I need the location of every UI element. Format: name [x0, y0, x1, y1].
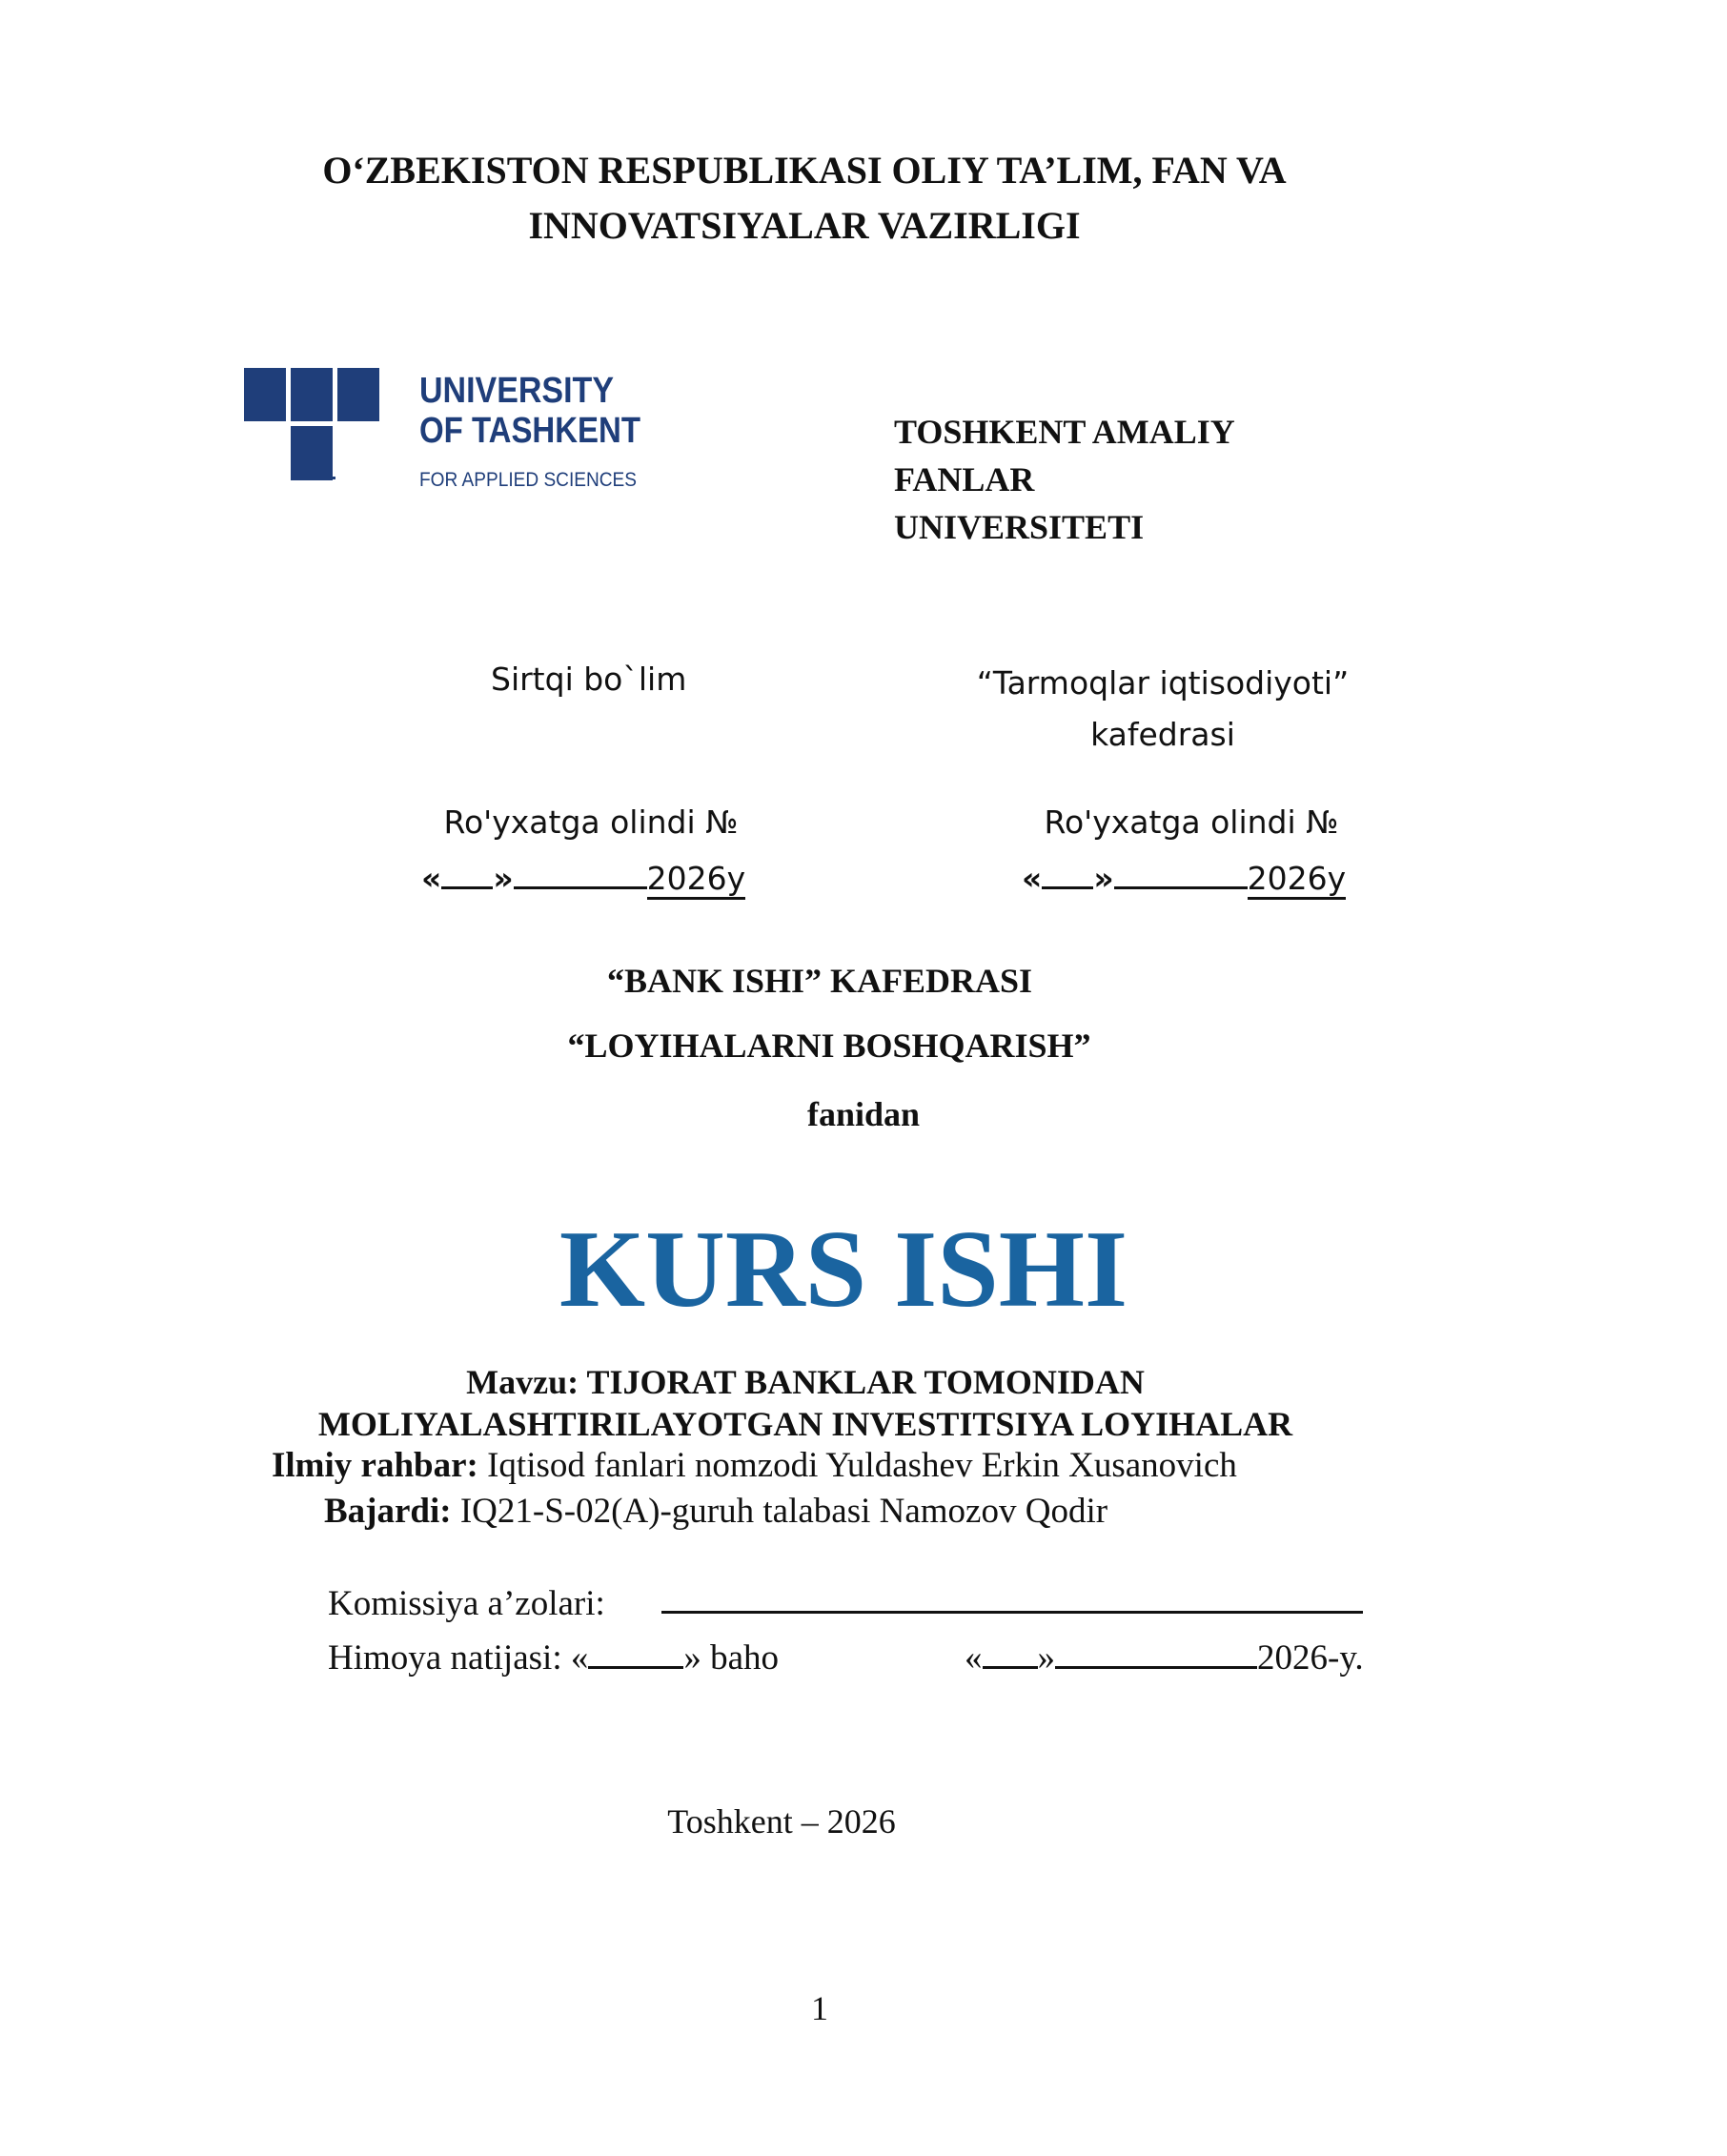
year-left: 2026y	[647, 860, 746, 900]
day-blank-right	[1042, 850, 1093, 889]
topic-text-2: MOLIYALASHTIRILAYOTGAN INVESTITSIYA LOYIHALAR	[317, 1405, 1293, 1443]
defense-date-open: «	[965, 1638, 983, 1678]
department-label: Sirtqi bo`lim	[491, 661, 687, 698]
topic	[0, 1361, 1611, 1445]
commission-blank-line	[661, 1611, 1363, 1614]
date-close-quote-right: »	[1093, 860, 1114, 897]
ministry-line-2: INNOVATSIYALAR VAZIRLIGI	[528, 204, 1081, 247]
defense-day-blank	[983, 1632, 1038, 1669]
year-right: 2026y	[1248, 860, 1347, 900]
course-chair: “BANK ISHI” KAFEDRASI	[606, 962, 1033, 1000]
university-name	[894, 408, 1235, 551]
defense-label: Himoya natijasi:	[328, 1638, 562, 1678]
defense-result	[328, 1632, 779, 1682]
university-name-line-2: FANLAR	[894, 460, 1035, 498]
logo-text-line-2: OF TASHKENT	[419, 411, 640, 451]
registration-date-left	[421, 850, 745, 905]
chair-name	[953, 658, 1372, 761]
topic-line-1	[0, 1361, 1611, 1403]
advisor-value: Iqtisod fanlari nomzodi Yuldashev Erkin Xusanovich	[487, 1446, 1237, 1485]
university-logo-mark	[244, 368, 644, 494]
logo-text-line-1: UNIVERSITY	[419, 371, 614, 411]
date-open-quote-left: «	[421, 860, 442, 897]
defense-open-quote: «	[570, 1638, 589, 1678]
defense-close: » baho	[683, 1638, 780, 1678]
commission-label: Komissiya a’zolari:	[328, 1584, 605, 1623]
grade-blank	[588, 1632, 683, 1669]
course-subject: “LOYIHALARNI BOSHQARISH”	[567, 1027, 1091, 1065]
month-blank-right	[1114, 850, 1248, 889]
date-open-quote-right: «	[1022, 860, 1043, 897]
author-label: Bajardi:	[324, 1492, 452, 1531]
topic-label: Mavzu:	[466, 1363, 579, 1401]
university-name-line-3: UNIVERSITETI	[894, 508, 1145, 546]
course-fanidan: fanidan	[806, 1095, 921, 1133]
registration-label-left: Ro'yxatga olindi №	[443, 803, 739, 841]
chair-name-line-2: kafedrasi	[1090, 716, 1235, 753]
ministry-header	[0, 143, 1609, 254]
day-blank-left	[441, 850, 493, 889]
registration-date-right	[1022, 850, 1346, 905]
defense-date-close: »	[1037, 1638, 1055, 1678]
defense-year: 2026-y.	[1257, 1638, 1364, 1678]
place-and-year: Toshkent – 2026	[667, 1802, 896, 1841]
date-close-quote-left: »	[493, 860, 514, 897]
topic-text-1: TIJORAT BANKLAR TOMONIDAN	[586, 1363, 1145, 1401]
defense-month-blank	[1055, 1632, 1257, 1669]
defense-date	[965, 1632, 1364, 1682]
document-title: KURS ISHI	[559, 1209, 1128, 1331]
month-blank-left	[514, 850, 647, 889]
advisor-label: Ilmiy rahbar:	[272, 1446, 478, 1485]
university-name-line-1: TOSHKENT AMALIY	[894, 413, 1235, 451]
chair-name-line-1: “Tarmoqlar iqtisodiyoti”	[976, 664, 1350, 702]
university-logo	[244, 368, 644, 494]
logo-text-line-3: FOR APPLIED SCIENCES	[419, 469, 637, 491]
author-value: IQ21-S-02(A)-guruh talabasi Namozov Qodir	[459, 1492, 1108, 1531]
author	[324, 1491, 1107, 1533]
registration-label-right: Ro'yxatga olindi №	[1044, 803, 1339, 841]
advisor	[272, 1445, 1237, 1487]
ministry-line-1: O‘ZBEKISTON RESPUBLIKASI OLIY TA’LIM, FAN VA	[322, 149, 1287, 192]
page-number: 1	[811, 1989, 828, 2027]
